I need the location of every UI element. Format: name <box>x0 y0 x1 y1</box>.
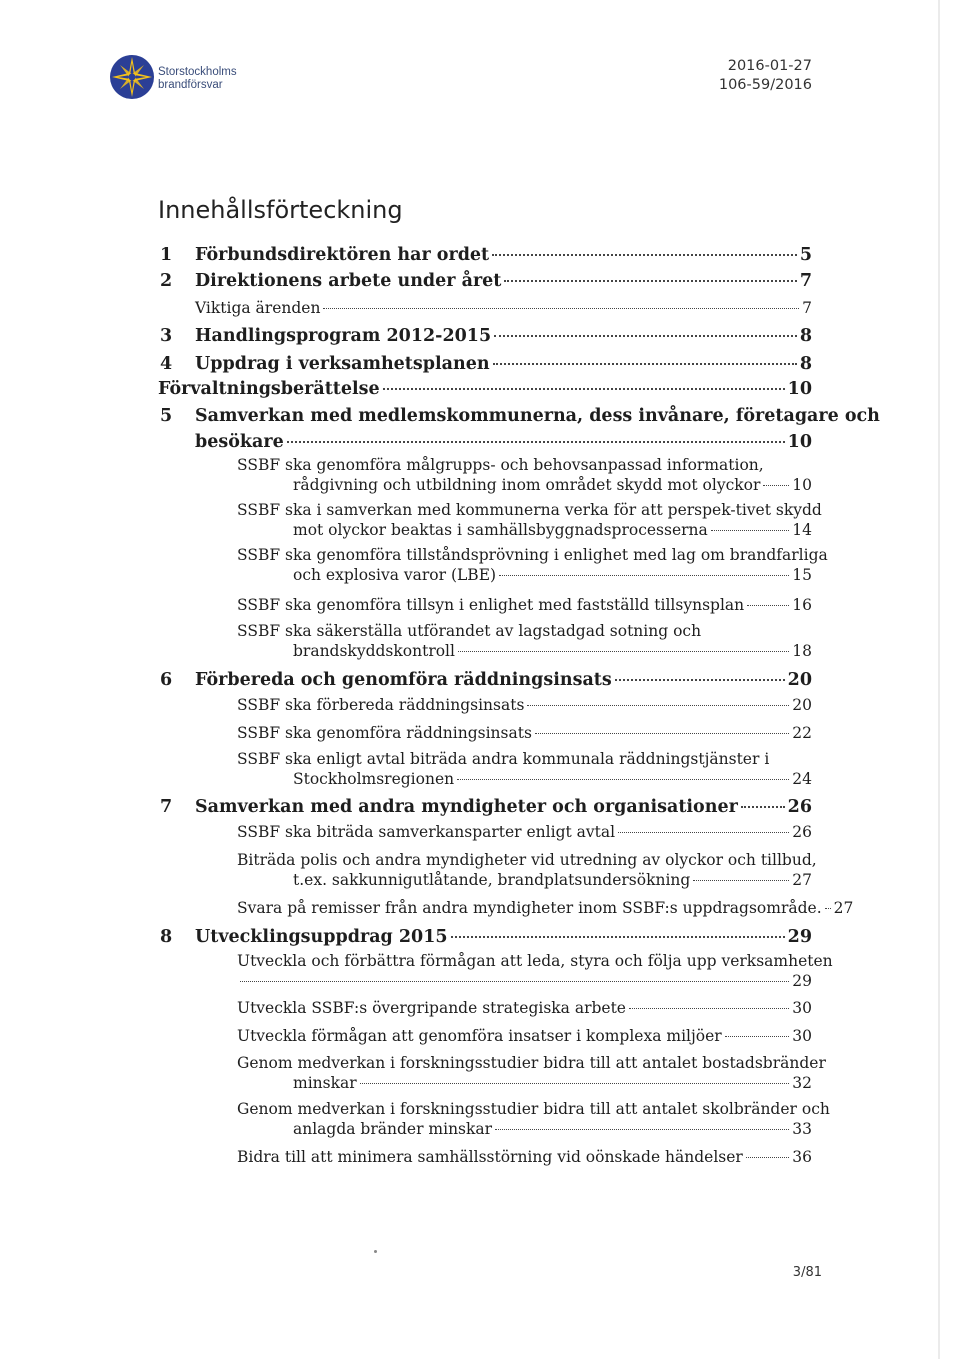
toc-entry-page: 26 <box>792 823 812 841</box>
toc-entry-title: Bidra till att minimera samhällsstörning vid oönskade händelser <box>237 1148 743 1166</box>
toc-entry-page: 18 <box>792 642 812 660</box>
toc-title: Innehållsförteckning <box>158 196 403 224</box>
toc-entry-text-line1: Biträda polis och andra myndigheter vid utredning av olyckor och tillbud, <box>237 851 817 869</box>
toc-entry-text-line1: SSBF ska säkerställa utförandet av lagstadgad sotning och <box>237 622 702 640</box>
toc-entry-page: 36 <box>792 1148 812 1166</box>
dot-leader <box>746 1157 789 1158</box>
dot-leader <box>618 832 789 833</box>
page-number: 3/81 <box>792 1265 822 1280</box>
toc-entry-title: Svara på remisser från andra myndigheter inom SSBF:s uppdragsområde. <box>237 899 822 917</box>
toc-entry-text-line1: SSBF ska i samverkan med kommunerna verka för att perspek-tivet skydd <box>237 501 822 519</box>
toc-entry-number: 5 <box>160 406 173 426</box>
toc-entry-title: Förvaltningsberättelse <box>158 379 380 399</box>
toc-entry-page: 15 <box>792 566 812 584</box>
toc-entry-page: 29 <box>792 972 812 990</box>
dot-leader <box>493 363 797 365</box>
toc-entry-number: 8 <box>160 927 173 947</box>
dot-leader <box>360 1083 790 1084</box>
dot-leader <box>693 880 789 881</box>
dot-leader <box>494 335 797 337</box>
dot-leader <box>383 388 785 390</box>
toc-entry-text-line1: SSBF ska genomföra målgrupps- och behovsanpassad information, <box>237 456 764 474</box>
dot-leader <box>741 806 785 808</box>
dot-leader <box>240 981 789 982</box>
toc-entry-number: 1 <box>160 245 173 265</box>
toc-entry-page: 27 <box>833 899 854 917</box>
toc-entry-page: 10 <box>787 432 812 452</box>
toc-entry-page: 30 <box>792 1027 812 1045</box>
toc-entry-title: Uppdrag i verksamhetsplanen <box>195 354 490 374</box>
dot-leader <box>527 705 789 706</box>
toc-entry-title: SSBF ska genomföra räddningsinsats <box>237 724 532 742</box>
toc-entry-title: besökare <box>195 432 284 452</box>
toc-entry-page: 30 <box>792 999 812 1017</box>
toc-entry-page: 29 <box>787 927 812 947</box>
dot-leader <box>615 679 785 681</box>
organization-name-line2: brandförsvar <box>158 79 223 91</box>
toc-entry-page: 10 <box>792 476 812 494</box>
toc-entry-page: 16 <box>792 596 812 614</box>
dot-leader <box>747 605 789 606</box>
toc-entry-number: 4 <box>160 354 173 374</box>
toc-entry-title: anlagda bränder minskar <box>293 1120 493 1138</box>
toc-entry-page: 27 <box>792 871 812 889</box>
toc-entry-page: 7 <box>802 299 812 317</box>
toc-entry-title: Stockholmsregionen <box>293 770 455 788</box>
toc-entry-text-line1: Genom medverkan i forskningsstudier bidra till att antalet skolbränder och <box>237 1100 830 1118</box>
toc-entry-page: 20 <box>792 696 812 714</box>
toc-entry-title: Förbundsdirektören har ordet <box>195 245 490 265</box>
organization-name-line1: Storstockholms <box>158 66 237 78</box>
toc-entry-title: Förbereda och genomföra räddningsinsats <box>195 670 612 690</box>
toc-entry-title: Handlingsprogram 2012-2015 <box>195 326 492 346</box>
dot-leader <box>499 575 789 576</box>
toc-entry-title: och explosiva varor (LBE) <box>293 566 497 584</box>
toc-entry-page: 5 <box>799 245 812 265</box>
toc-entry-page: 20 <box>787 670 812 690</box>
toc-entry-number: 7 <box>160 797 173 817</box>
toc-entry-title: Utveckla SSBF:s övergripande strategiska arbete <box>237 999 626 1017</box>
dot-leader <box>504 280 796 282</box>
dot-leader <box>535 733 789 734</box>
document-date: 2016-01-27 <box>727 58 812 74</box>
toc-entry-number: 3 <box>160 326 173 346</box>
dot-leader <box>629 1008 789 1009</box>
toc-entry-page: 24 <box>792 770 812 788</box>
toc-entry-title: t.ex. sakkunnigutlåtande, brandplatsundersökning <box>293 871 691 889</box>
toc-entry-title: Direktionens arbete under året <box>195 271 502 291</box>
toc-entry-title: SSBF ska genomföra tillsyn i enlighet med fastställd tillsynsplan <box>237 596 745 614</box>
toc-entry-page: 7 <box>799 271 812 291</box>
toc-entry-page: 33 <box>792 1120 812 1138</box>
dot-leader <box>492 254 797 256</box>
dot-leader <box>287 441 785 443</box>
toc-entry-number: 6 <box>160 670 173 690</box>
toc-entry-page: 8 <box>799 354 812 374</box>
dot-leader <box>711 530 789 531</box>
toc-entry-title: minskar <box>293 1074 357 1092</box>
toc-entry-title: SSBF ska biträda samverkansparter enligt avtal <box>237 823 616 841</box>
dot-leader <box>323 308 799 309</box>
dot-leader <box>763 485 789 486</box>
document-reference: 106-59/2016 <box>718 77 812 93</box>
toc-entry-page: 8 <box>799 326 812 346</box>
toc-entry-title: mot olyckor beaktas i samhällsbyggnadsprocesserna <box>293 521 708 539</box>
dot-leader <box>457 779 789 780</box>
toc-entry-title: Utveckla förmågan att genomföra insatser i komplexa miljöer <box>237 1027 722 1045</box>
dot-leader <box>495 1129 789 1130</box>
toc-entry-title: Viktiga ärenden <box>195 299 321 317</box>
dot-leader <box>458 651 789 652</box>
toc-entry-title: Utvecklingsuppdrag 2015 <box>195 927 448 947</box>
dot-leader <box>825 908 831 909</box>
toc-entry-page: 10 <box>787 379 812 399</box>
toc-entry-page: 26 <box>787 797 812 817</box>
toc-entry-title: brandskyddskontroll <box>293 642 455 660</box>
toc-entry-text-line1: Utveckla och förbättra förmågan att leda, styra och följa upp verksamheten <box>237 952 833 970</box>
toc-entry-page: 32 <box>792 1074 812 1092</box>
toc-entry-text-line1: Samverkan med medlemskommunerna, dess invånare, företagare och <box>195 406 880 426</box>
toc-entry-title: rådgivning och utbildning inom området skydd mot olyckor <box>293 476 761 494</box>
dot-leader <box>725 1036 790 1037</box>
dot-leader <box>451 936 785 938</box>
toc-entry-page: 14 <box>792 521 812 539</box>
toc-entry-title: Samverkan med andra myndigheter och organisationer <box>195 797 738 817</box>
scan-speck <box>374 1250 377 1253</box>
toc-entry-number: 2 <box>160 271 173 291</box>
toc-entry-text-line1: SSBF ska genomföra tillståndsprövning i enlighet med lag om brandfarliga <box>237 546 828 564</box>
toc-entry-page: 22 <box>792 724 812 742</box>
toc-entry-text-line1: Genom medverkan i forskningsstudier bidra till att antalet bostadsbränder <box>237 1054 826 1072</box>
toc-entry-text-line1: SSBF ska enligt avtal biträda andra kommunala räddningstjänster i <box>237 750 770 768</box>
toc-entry-title: SSBF ska förbereda räddningsinsats <box>237 696 525 714</box>
